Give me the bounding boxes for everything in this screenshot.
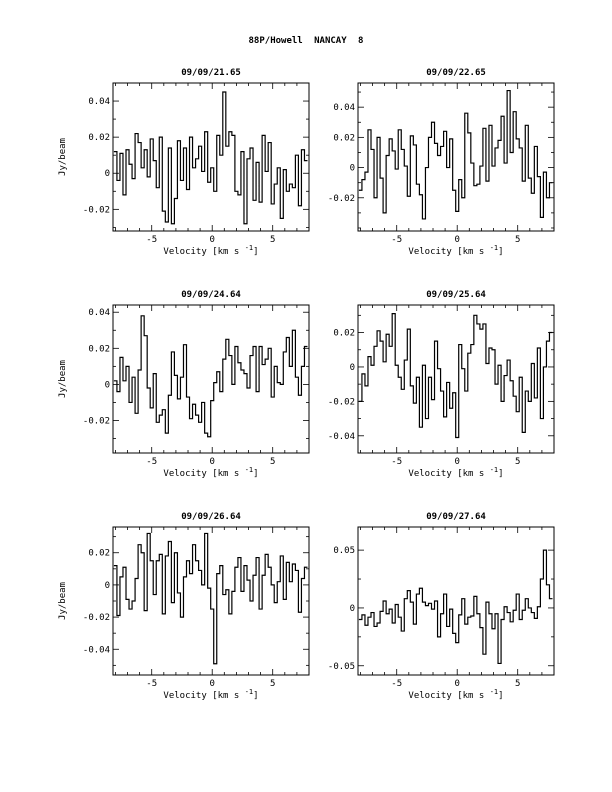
spectrum-panel	[328, 290, 554, 479]
y-tick-label: 0	[349, 603, 355, 614]
x-tick-label: 0	[209, 235, 215, 245]
y-tick-label: -0.04	[82, 645, 110, 656]
panel-title: 09/09/27.64	[426, 512, 486, 522]
y-tick-label: 0.02	[333, 328, 355, 339]
y-tick-label: -0.05	[327, 661, 355, 672]
y-tick-label: 0.05	[333, 546, 355, 557]
y-tick-label: 0.04	[88, 308, 110, 319]
y-tick-label: -0.02	[82, 416, 110, 427]
spectrum-panel	[58, 512, 309, 701]
panel-title: 09/09/21.65	[181, 68, 241, 78]
x-tick-label: 5	[269, 235, 276, 245]
x-tick-label: 5	[269, 457, 276, 467]
y-tick-label: 0.04	[333, 103, 355, 114]
y-tick-label: -0.04	[327, 431, 355, 442]
y-tick-label: 0	[349, 163, 355, 174]
x-tick-label: -5	[146, 679, 158, 689]
spectrum-line	[359, 314, 553, 438]
x-tick-label: 0	[209, 679, 215, 689]
x-axis-label: Velocity [km s $^{-1}$]	[163, 466, 259, 479]
x-tick-label: 5	[514, 457, 521, 467]
x-tick-label: -5	[146, 457, 158, 467]
y-tick-label: 0	[104, 580, 110, 591]
x-tick-label: 0	[454, 679, 460, 689]
x-tick-label: -5	[391, 235, 403, 245]
plot-frame	[113, 83, 309, 231]
page-title: 88P/Howell NANCAY 8	[248, 36, 364, 46]
x-axis-label: Velocity [km s $^{-1}$]	[408, 466, 504, 479]
spectrum-line	[359, 91, 553, 219]
spectrum-line	[359, 550, 553, 663]
y-axis-label: Jy/beam	[58, 360, 68, 398]
x-tick-label: 5	[514, 235, 521, 245]
spectrum-panel	[328, 68, 554, 257]
spectrum-panel	[58, 68, 309, 257]
y-tick-label: 0.02	[88, 133, 110, 144]
y-tick-label: -0.02	[327, 193, 355, 204]
spectrum-line	[114, 533, 308, 663]
x-tick-label: -5	[391, 679, 403, 689]
panel-title: 09/09/26.64	[181, 512, 241, 522]
x-axis-label: Velocity [km s $^{-1}$]	[163, 244, 259, 257]
x-tick-label: 5	[269, 679, 276, 689]
plot-frame	[358, 527, 554, 675]
y-tick-label: 0	[104, 380, 110, 391]
spectrum-panel	[328, 512, 554, 701]
y-tick-label: 0.02	[88, 344, 110, 355]
y-tick-label: 0	[349, 362, 355, 373]
x-axis-label: Velocity [km s $^{-1}$]	[408, 244, 504, 257]
x-tick-label: 5	[514, 679, 521, 689]
x-tick-label: 0	[209, 457, 215, 467]
x-tick-label: 0	[454, 457, 460, 467]
x-tick-label: 0	[454, 235, 460, 245]
panel-title: 09/09/24.64	[181, 290, 241, 300]
y-axis-label: Jy/beam	[58, 582, 68, 620]
panel-title: 09/09/25.64	[426, 290, 486, 300]
spectrum-line	[114, 92, 308, 224]
y-tick-label: -0.02	[82, 613, 110, 624]
y-tick-label: 0.02	[333, 133, 355, 144]
x-axis-label: Velocity [km s $^{-1}$]	[163, 688, 259, 701]
panel-title: 09/09/22.65	[426, 68, 486, 78]
x-axis-label: Velocity [km s $^{-1}$]	[408, 688, 504, 701]
y-axis-label: Jy/beam	[58, 138, 68, 176]
spectrum-line	[114, 316, 308, 437]
y-tick-label: 0	[104, 169, 110, 180]
x-tick-label: -5	[146, 235, 158, 245]
y-tick-label: -0.02	[327, 397, 355, 408]
y-tick-label: 0.04	[88, 97, 110, 108]
spectrum-panel	[58, 290, 309, 479]
y-tick-label: -0.02	[82, 205, 110, 216]
x-tick-label: -5	[391, 457, 403, 467]
y-tick-label: 0.02	[88, 548, 110, 559]
